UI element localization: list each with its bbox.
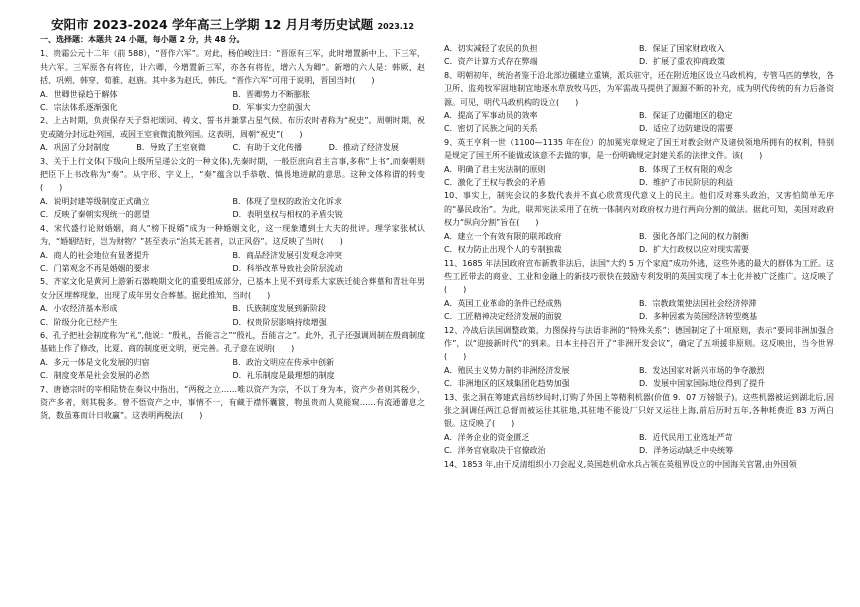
answer-option: B．体现了王权有限的观念: [639, 164, 733, 174]
answer-option: C．门第观念不再是婚姻的要求: [40, 263, 150, 273]
question-text: 9、英王亨利一世（1100—1135 年在位）的加冕宪章规定了国王对教会财产及诸侯领地所拥有的权利，特别是规定了国王所不能做或该意不去做的事，是一份明确规定封建关系的法律文件。该( ): [444, 137, 834, 161]
answer-option: B．强化各部门之间的权力制衡: [639, 231, 749, 241]
answer-option: B．商品经济发展引发观念冲突: [232, 250, 342, 260]
question-text: 8、明朝初年，统治者鉴于沿北部边疆建立重镇，派兵驻守，还在附近地区设立马政机构，专管马匹的孳牧，各卫所、监苑牧军固地制宜地逐水草放牧马匹，为军需战马提供了源源不断的补充，成为明代传统的有力后备资源。可见，明代马政机构的设立( ): [444, 70, 834, 107]
question-block: [444, 69, 834, 136]
answer-option: C．激化了王权与教会的矛盾: [444, 178, 546, 188]
question-block: [444, 136, 834, 190]
answer-option: A．殖民主义势力制约非洲经济发展: [444, 365, 570, 375]
option-group: [40, 249, 425, 276]
answer-option: B．发达国家对新兴市场的争夺激烈: [639, 365, 765, 375]
answer-option: D．表明皇权与相权的矛盾尖锐: [232, 210, 343, 220]
answer-option: B．宗教政策使法国社会经济停滞: [639, 298, 757, 308]
answer-option: D．洋务运动缺乏中央统筹: [639, 446, 734, 456]
answer-option: B．保证了国家财政收入: [639, 44, 725, 53]
answer-option: A．商人的社会地位有显著提升: [40, 250, 150, 260]
question-block: [40, 222, 425, 276]
question-text: 10、事实上，制宪会议的多数代表并不真心欣赏现代意义上的民主。他们反对寡头政治，又害怕简单无序的“暴民政治”。为此，联邦宪法采用了在统一体制内对政府权力进行两向分割的做法。据此可知，美国对政府权力“纵向分割”旨在( ): [444, 191, 834, 228]
option-group: [40, 88, 425, 115]
question-block: [444, 257, 834, 324]
option-group: [444, 364, 834, 391]
answer-option: A．巩固了分封制度: [40, 143, 110, 153]
question-block: [444, 189, 834, 256]
answer-option: C．制度变革是社会发展的必然: [40, 371, 150, 381]
section-heading: 一、选择题：本题共 24 小题，每小题 2 分，共 48 分。: [40, 35, 245, 44]
answer-option: D．多种因素为英国经济转型奠基: [639, 312, 758, 322]
title-date: 2023.12: [377, 22, 414, 31]
question-block: [40, 114, 425, 154]
answer-option: A．英国工业革命的条件已经成熟: [444, 298, 562, 308]
question-block: [40, 155, 425, 222]
left-question-list: [40, 47, 425, 422]
answer-option: C．密切了民族之间的关系: [444, 124, 538, 134]
question-text: 6、孔子把社会制度称为“礼”,他说：“殷礼，吾能言之”“殷礼，吾能言之”。此外，孔子还强调周制在殷商制度基础上作了修改，比夏、商的制度更文明，更完善。孔子意在说明( ): [40, 330, 425, 354]
answer-option: D．适应了边防建设的需要: [639, 124, 734, 134]
answer-option: B．体现了皇权的政治文化诉求: [232, 196, 342, 206]
answer-option: B．导致了王室衰微: [136, 143, 206, 153]
right-column: [444, 42, 834, 471]
question-text: 11、1685 年法国政府宣布新教非法后，法国“大约 5 万个家庭”成功外逃，这些外逃的最大的群体为工匠。这些工匠带去的商业、工业和金融上的新技巧很快在鼓励专利发明的英国实现了本土化并被广泛推广。这反映了( ): [444, 258, 834, 295]
answer-option: D．维护了市民阶层的利益: [639, 178, 734, 188]
option-group: [40, 195, 425, 222]
question-text: 4、宋代盛行论财婚姻，商人“榜下捉婿”成为一种婚姻文化，这一现象遭到士大夫的批评。理学家张栻认为，“婚姻结好，岂为财物？”甚至表示“治其无甚者，以正风俗”。这反映了当时( ): [40, 223, 425, 247]
option-group: [444, 297, 834, 324]
answer-option: D．军事实力空前强大: [232, 103, 311, 113]
answer-option: B．政治文明应在传承中创新: [232, 357, 334, 367]
question-block: [40, 383, 425, 423]
answer-option: D．发展中国家国际地位得到了提升: [639, 379, 766, 389]
answer-option: D．权贵阶层影响持续增强: [232, 317, 327, 327]
answer-option: A．建立一个有效有限的联邦政府: [444, 231, 562, 241]
question-text: 3、关于上行文体(下级向上级所呈递公文的一种文体),先秦时期，一般臣庶向君主言事,多称“上书”,而秦朝则把臣下上书改称为“奏”。从字形、字义上，“奏”蕴含以手恭敬、慎畏地进献的意思。这种文体称谓的转变( ): [40, 156, 425, 193]
answer-option: C．反映了秦朝实现统一的愿望: [40, 210, 150, 220]
question-text: 5、齐家文化是黄河上游新石器晚期文化的重要组成部分，已基本上见不到母系大家族迁徙合葬墓和青壮年男女分区埋葬现象，出现了成年男女合葬墓。据此推知，当时( ): [40, 277, 425, 300]
answer-option: D．科举改革导致社会阶层流动: [232, 263, 343, 273]
answer-option: A．洋务企业的资金匮乏: [444, 432, 530, 442]
answer-option: C．工匠精神决定经济发展的面貌: [444, 312, 562, 322]
option-group: [40, 356, 425, 383]
option-group: [444, 431, 834, 458]
answer-option: C．权力防止出现个人的专制独裁: [444, 245, 562, 255]
option-group: [40, 141, 425, 154]
answer-option: A．小农经济基本形成: [40, 304, 118, 314]
answer-option: B．晋卿势力不断膨胀: [232, 89, 310, 99]
answer-option: B．氏族制度发展到新阶段: [232, 304, 326, 314]
question-block: [40, 329, 425, 383]
answer-option: A．明确了君主宪法制的原则: [444, 164, 546, 174]
question-text: 2、上古时期，负责保存天子祭祀颂词、祷文、誓书并兼掌占星气候、布历农时者称为“祝史”。周朝时期，祝史或随分封远赴列国，或因王室衰微流散列国。这表明，周朝“祝史”( ): [40, 116, 425, 139]
question-text: 7、唐德宗时的宰相陆贽在奏议中指出，“两税之立……唯以资产为宗，不以丁身为本，资产少者则其税少，资产多者，则其税多。曾不悟资产之中，事情不一，有藏于襟怀囊篋，物虽贵而人莫能窥……有流通蕃息之货，数虽寡而计日收赢”。这表明两税法( ): [40, 384, 425, 421]
left-column: [40, 33, 425, 423]
continued-options: [444, 42, 834, 69]
right-question-list: [444, 69, 834, 471]
answer-option: B．近代民用工业选址严苛: [639, 432, 733, 442]
question-block: [444, 324, 834, 391]
answer-option: A．切实减轻了农民的负担: [444, 44, 538, 53]
question-text: 14、1853 年,由于反清组织小刀会起义,英国趁机命水兵占领在英租界设立的中国海关官署,由外国领: [444, 459, 797, 469]
question-block: [444, 391, 834, 458]
option-group: [444, 163, 834, 190]
question-block: [444, 458, 834, 471]
title-text: 安阳市 2023-2024 学年高三上学期 12 月月考历史试题: [51, 17, 374, 32]
answer-option: A．说明封建等级制度正式确立: [40, 196, 150, 206]
question-block: [40, 47, 425, 114]
answer-option: D．扩大行政权以应对现实需要: [639, 245, 750, 255]
answer-option: B．保证了边疆地区的稳定: [639, 111, 733, 121]
answer-option: C．非洲地区的区域集团化趋势加强: [444, 379, 570, 389]
question-text: 1、贵霜公元十二年（前 588），“晋作六军”。对此，杨伯峻注曰：“晋原有三军，此时增置新中上、下三军，共六军。三军原各有将佐，计六卿，今增置新三军，亦各有将佐，增六人为卿”。新增的六人是：韩厥、赵括、巩朔、韩穿、荀骓、赵旃。其中多为赵氏、韩氏。“晋作六军”可用于说明，晋国当时( ): [40, 49, 425, 86]
answer-option: C．宗法体系逐渐强化: [40, 103, 118, 113]
answer-option: C．洋务官衰取决于官僚政治: [444, 446, 546, 456]
question-block: [40, 275, 425, 329]
option-group: [40, 302, 425, 329]
answer-option: C．资产计算方式存在弊端: [444, 57, 538, 67]
answer-option: D．推动了经济发展: [328, 143, 399, 153]
answer-option: C．阶级分化已经产生: [40, 317, 118, 327]
question-text: 13、张之洞在筹建武昌纺纱局时,订购了外国上等精利机器(价值 9．07 万镑银子)。这些机器被运到湖北后,因张之洞调任两江总督而被运往其驻地,其驻地不能设厂只好又运往上海,前后历时五年,各种耗费近 83 万两白银。这反映了( ): [444, 392, 834, 429]
option-group: [444, 230, 834, 257]
answer-option: D．扩展了重农抑商政策: [639, 57, 726, 67]
answer-option: A．多元一体是文化发展的归宿: [40, 357, 150, 367]
answer-option: A．世卿世禄趋于解体: [40, 89, 118, 99]
answer-option: A．提高了军事动员的效率: [444, 111, 538, 121]
question-text: 12、冷战后法国调整政策，力图保持与法语非洲的“特殊关系”；德国制定了十项原则，表示“要同非洲加强合作”，以“迎接新时代”的到来。日本主持召开了“非洲开发会议”，确定了五项援非原则。这反映出，当今世界( ): [444, 325, 834, 362]
option-group: [444, 109, 834, 136]
answer-option: D．礼乐制度是最理想的制度: [232, 371, 335, 381]
answer-option: C．有助于文化传播: [232, 143, 303, 153]
